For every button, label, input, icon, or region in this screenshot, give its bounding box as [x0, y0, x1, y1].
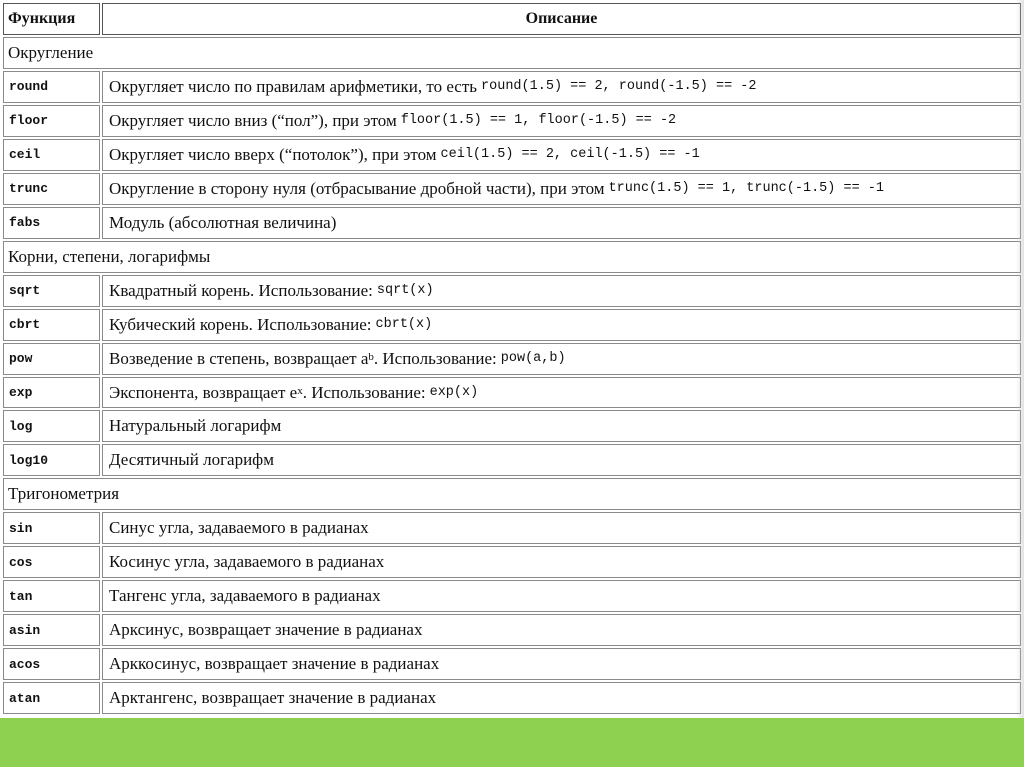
function-description	[102, 207, 1021, 239]
code-example: sqrt(x)	[376, 283, 434, 299]
function-description	[102, 343, 1021, 375]
function-name: log10	[3, 444, 100, 476]
description-text-2: . Использование:	[302, 382, 426, 402]
function-description	[102, 410, 1021, 442]
function-name: atan	[3, 682, 100, 714]
description-text: Арктангенс, возвращает значение в радианах	[109, 688, 437, 708]
section-row	[2, 36, 1022, 70]
function-name: floor	[3, 105, 100, 137]
description-text: Модуль (абсолютная величина)	[109, 212, 337, 232]
section-row	[2, 240, 1022, 274]
table-row	[2, 579, 1022, 613]
header-function: Функция	[3, 3, 100, 35]
code-example: round(1.5) == 2, round(-1.5) == -2	[481, 79, 757, 95]
function-name: asin	[3, 614, 100, 646]
table-row	[2, 511, 1022, 545]
function-description	[102, 377, 1021, 409]
description-text: Округление в сторону нуля (отбрасывание дробной части), при этом	[109, 178, 605, 198]
function-description	[102, 309, 1021, 341]
function-description	[102, 512, 1021, 544]
function-description	[102, 173, 1021, 205]
superscript: x	[297, 384, 303, 397]
table-row	[2, 138, 1022, 172]
table-header-row	[2, 2, 1022, 36]
function-name: pow	[3, 343, 100, 375]
description-text: Арксинус, возвращает значение в радианах	[109, 620, 423, 640]
table-row	[2, 376, 1022, 410]
function-name: sin	[3, 512, 100, 544]
description-text: Округляет число вверх (“потолок”), при этом	[109, 144, 437, 164]
function-description	[102, 139, 1021, 171]
code-example: exp(x)	[429, 385, 479, 400]
table-row	[2, 104, 1022, 138]
function-name: trunc	[3, 173, 100, 205]
description-text: Квадратный корень. Использование:	[109, 280, 373, 300]
description-text: Десятичный логарифм	[109, 450, 274, 470]
table-row	[2, 342, 1022, 376]
section-title: Тригонометрия	[3, 478, 1021, 510]
function-name: sqrt	[3, 275, 100, 307]
code-example: trunc(1.5) == 1, trunc(-1.5) == -1	[608, 181, 884, 197]
function-name: cbrt	[3, 309, 100, 341]
table-row	[2, 206, 1022, 240]
description-text: Синус угла, задаваемого в радианах	[109, 518, 369, 538]
section-row	[2, 477, 1022, 511]
description-text: Тангенс угла, задаваемого в радианах	[109, 586, 381, 606]
function-description	[102, 444, 1021, 476]
description-text-2: . Использование:	[373, 348, 497, 368]
description-text: Натуральный логарифм	[109, 416, 282, 436]
function-name: cos	[3, 546, 100, 578]
description-text: Экспонента, возвращает e	[109, 382, 298, 402]
function-name: tan	[3, 580, 100, 612]
table-row	[2, 681, 1022, 715]
footer-bar	[0, 718, 1024, 767]
table-row	[2, 613, 1022, 647]
table-row	[2, 409, 1022, 443]
function-description	[102, 614, 1021, 646]
function-description	[102, 546, 1021, 578]
function-name: fabs	[3, 207, 100, 239]
function-description	[102, 648, 1021, 680]
description-text: Округляет число по правилам арифметики, то есть	[109, 76, 478, 96]
function-name: log	[3, 410, 100, 442]
code-example: floor(1.5) == 1, floor(-1.5) == -2	[400, 113, 677, 129]
description-text: Возведение в степень, возвращает a	[109, 348, 369, 368]
code-example: cbrt(x)	[375, 317, 433, 333]
function-description	[102, 275, 1021, 307]
table-row	[2, 545, 1022, 579]
function-description	[102, 105, 1021, 137]
code-example: pow(a,b)	[500, 351, 566, 367]
description-text: Кубический корень. Использование:	[109, 314, 372, 334]
table-row	[2, 70, 1022, 104]
function-description	[102, 682, 1021, 714]
function-name: ceil	[3, 139, 100, 171]
function-name: exp	[3, 377, 100, 409]
table-row	[2, 443, 1022, 477]
description-text: Округляет число вниз (“пол”), при этом	[109, 110, 397, 130]
code-example: ceil(1.5) == 2, ceil(-1.5) == -1	[440, 147, 700, 163]
table-row	[2, 172, 1022, 206]
header-description: Описание	[102, 3, 1021, 35]
function-name: round	[3, 71, 100, 103]
function-description	[102, 71, 1021, 103]
table-row	[2, 647, 1022, 681]
table-row	[2, 308, 1022, 342]
functions-table	[2, 2, 1022, 715]
function-name: acos	[3, 648, 100, 680]
section-title: Округление	[3, 37, 1021, 69]
table-row	[2, 274, 1022, 308]
section-title: Корни, степени, логарифмы	[3, 241, 1021, 273]
edge-shadow	[1016, 0, 1024, 718]
description-text: Арккосинус, возвращает значение в радианах	[109, 654, 440, 674]
superscript: b	[368, 350, 374, 363]
description-text: Косинус угла, задаваемого в радианах	[109, 552, 385, 572]
function-description	[102, 580, 1021, 612]
